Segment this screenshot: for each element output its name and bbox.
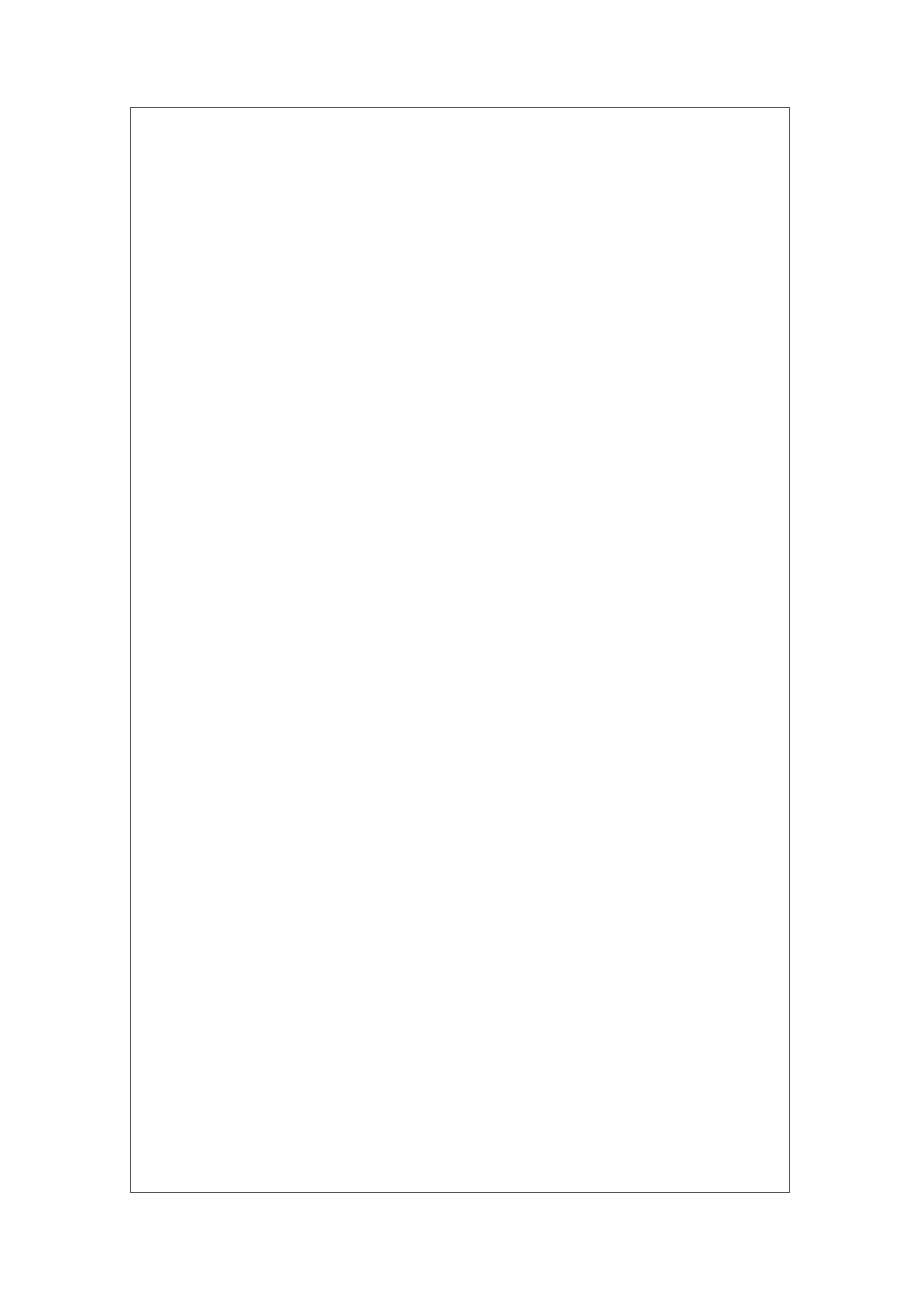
page-frame [130, 107, 790, 1193]
